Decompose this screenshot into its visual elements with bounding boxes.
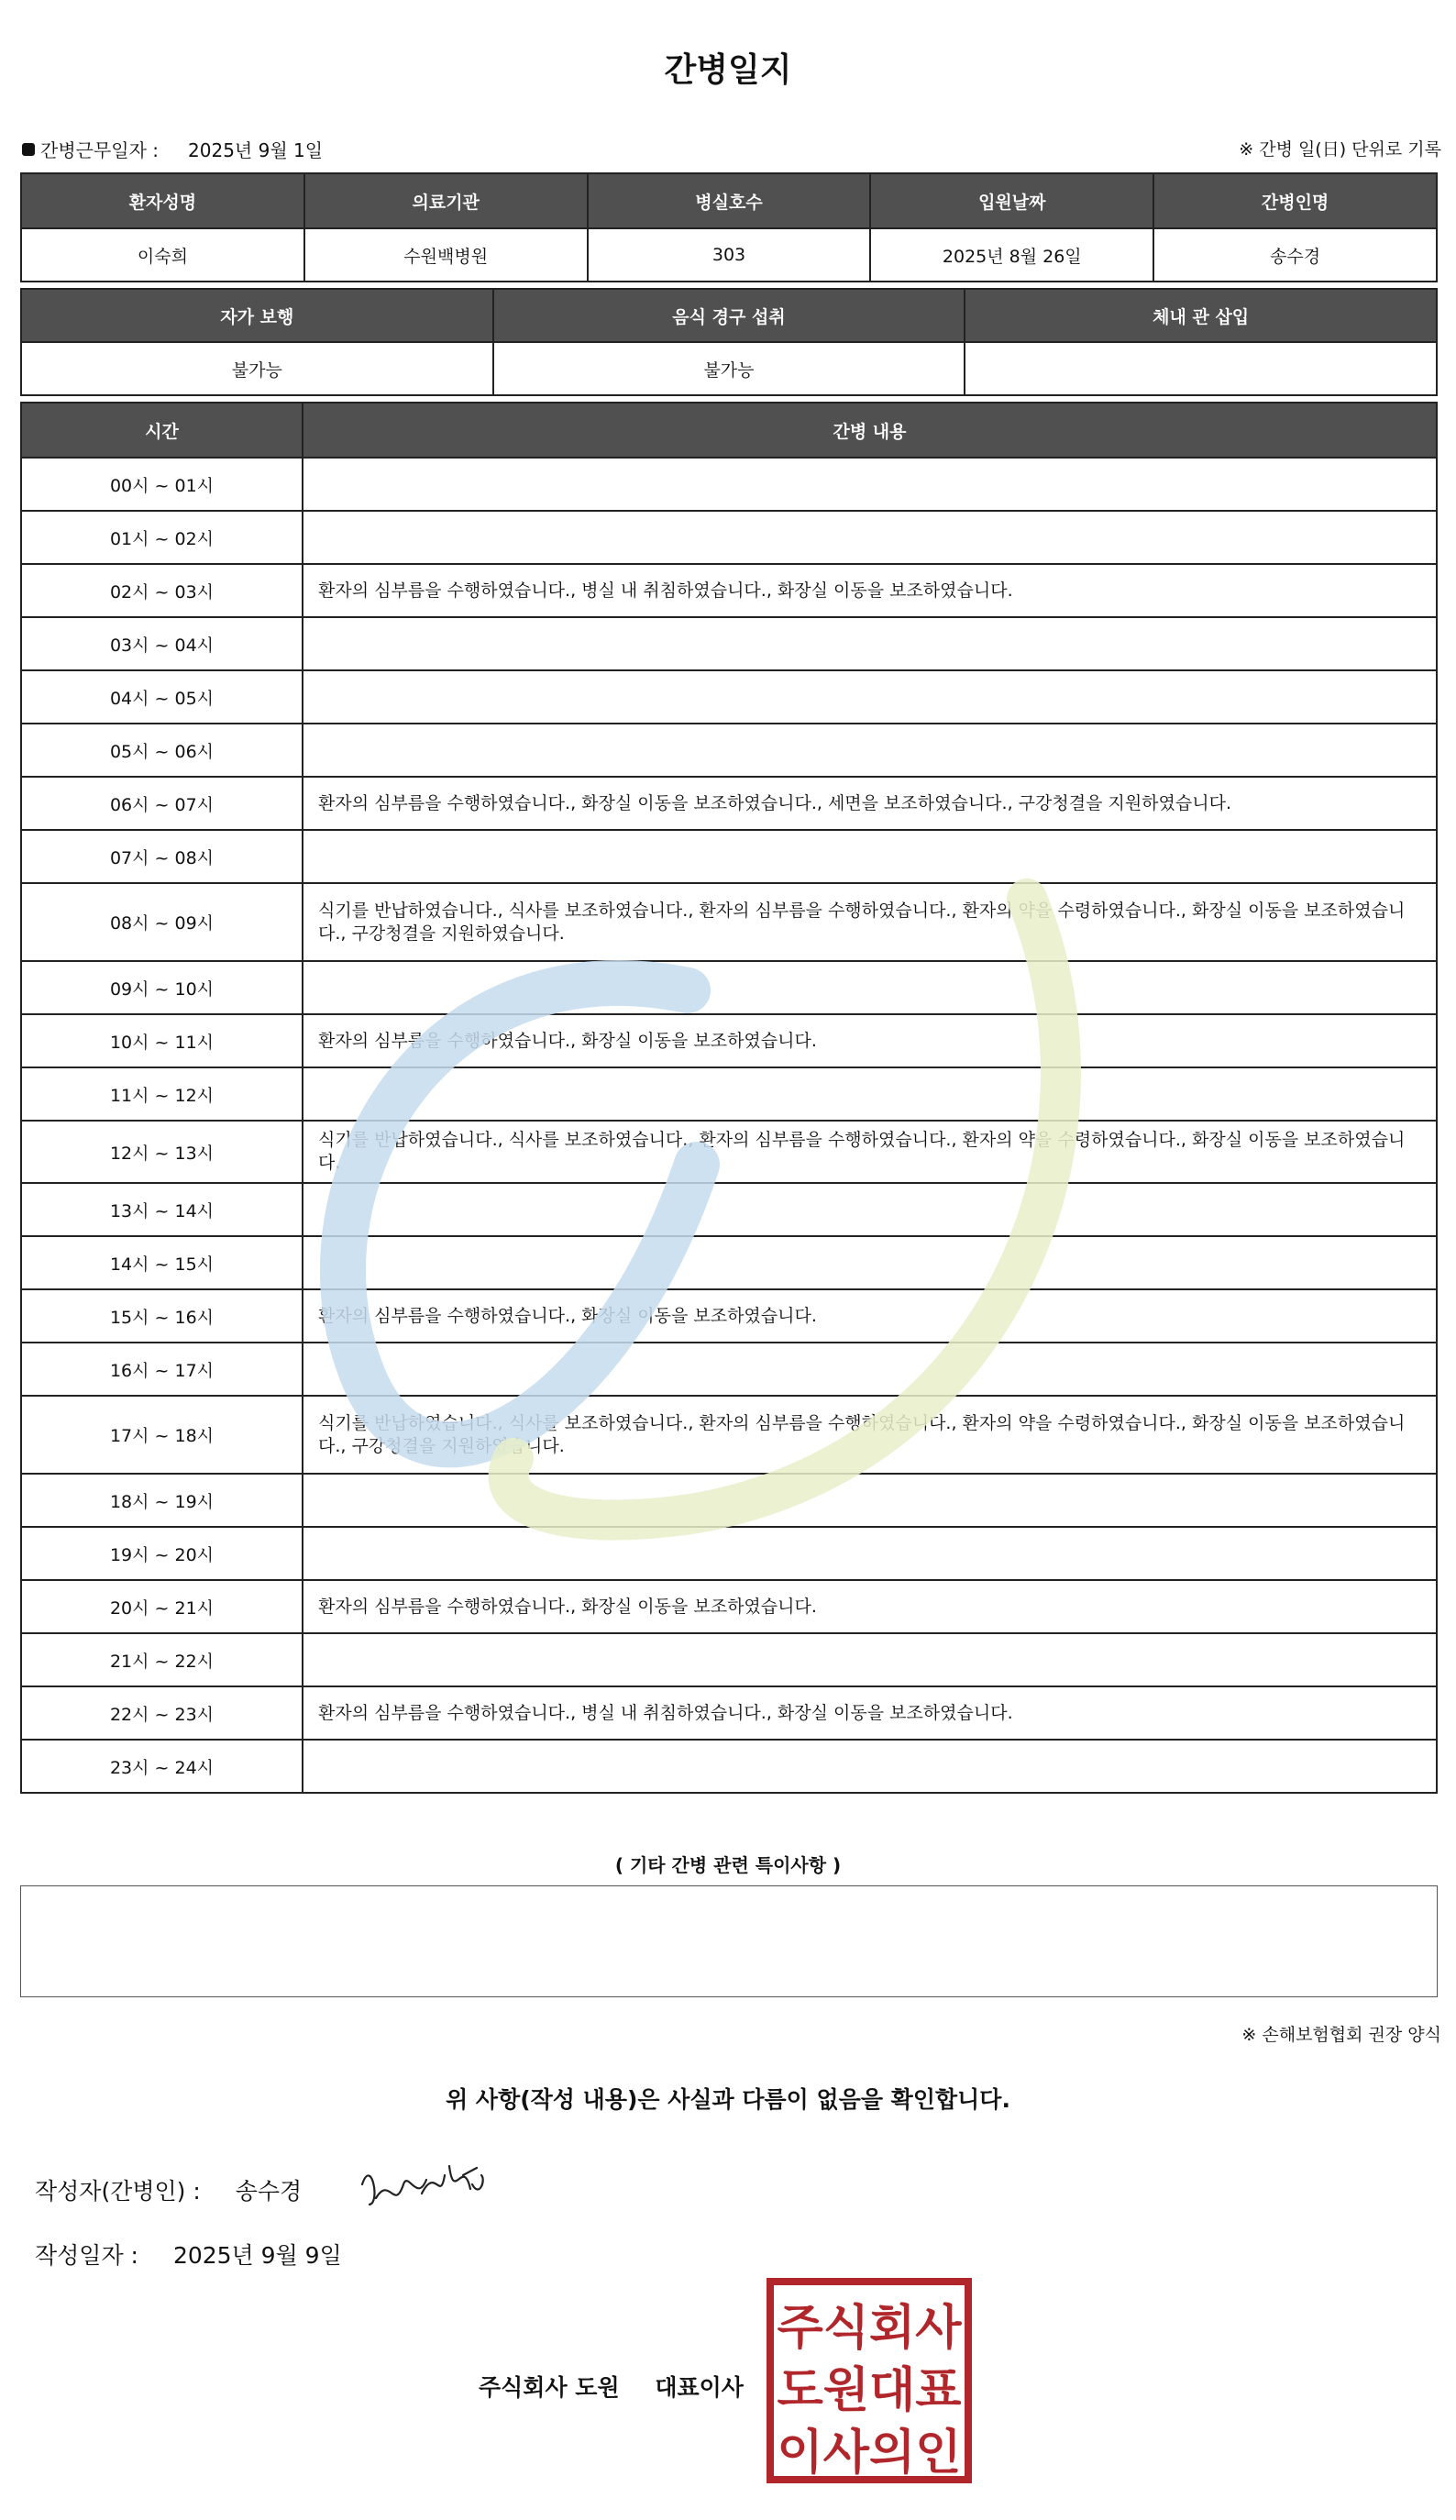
log-time: 18시 ~ 19시 — [21, 1474, 303, 1527]
table-row — [21, 564, 1437, 617]
header-admission-date: 입원날짜 — [870, 173, 1153, 228]
square-bullet-icon — [22, 143, 35, 156]
table-row — [21, 1183, 1437, 1236]
log-time: 22시 ~ 23시 — [21, 1686, 303, 1740]
log-content — [303, 1527, 1437, 1580]
special-notes-title: ( 기타 간병 관련 특이사항 ) — [614, 1854, 842, 1876]
written-date-value: 2025년 9월 9일 — [172, 2242, 342, 2269]
table-row — [21, 1580, 1437, 1633]
writer-name: 송수경 — [235, 2178, 303, 2205]
log-time: 01시 ~ 02시 — [21, 511, 303, 564]
log-content: 환자의 심부름을 수행하였습니다., 병실 내 취침하였습니다., 화장실 이동을 보조하였습니다. — [303, 564, 1437, 617]
log-content: 환자의 심부름을 수행하였습니다., 화장실 이동을 보조하였습니다. — [303, 1014, 1437, 1067]
caregiver-name: 송수경 — [1153, 228, 1437, 282]
log-time: 09시 ~ 10시 — [21, 961, 303, 1014]
table-row — [21, 1121, 1437, 1183]
log-time: 02시 ~ 03시 — [21, 564, 303, 617]
log-content: 식기를 반납하였습니다., 식사를 보조하였습니다., 환자의 심부름을 수행하였습니다., 환자의 약을 수령하였습니다., 화장실 이동을 보조하였습니다., 구강청결을 지원하였습니다. — [303, 1396, 1437, 1474]
company-name: 주식회사 도원 — [479, 2374, 620, 2401]
log-time: 14시 ~ 15시 — [21, 1236, 303, 1289]
header-time: 시간 — [21, 403, 303, 458]
log-time: 13시 ~ 14시 — [21, 1183, 303, 1236]
table-row — [21, 1686, 1437, 1740]
header-caregiver: 간병인명 — [1153, 173, 1437, 228]
log-time: 08시 ~ 09시 — [21, 883, 303, 961]
log-content — [303, 1740, 1437, 1793]
header-care-content: 간병 내용 — [303, 403, 1437, 458]
log-time: 12시 ~ 13시 — [21, 1121, 303, 1183]
table-row — [21, 830, 1437, 883]
log-content — [303, 1474, 1437, 1527]
seal-line-2: 도원대표 — [777, 2363, 962, 2418]
log-time: 07시 ~ 08시 — [21, 830, 303, 883]
log-time: 10시 ~ 11시 — [21, 1014, 303, 1067]
table-row — [21, 1396, 1437, 1474]
log-content — [303, 1633, 1437, 1686]
table-row — [21, 1014, 1437, 1067]
log-content — [303, 830, 1437, 883]
table-row — [21, 1474, 1437, 1527]
status-info-table — [20, 288, 1438, 396]
header-room: 병실호수 — [588, 173, 871, 228]
log-content: 환자의 심부름을 수행하였습니다., 화장실 이동을 보조하였습니다., 세면을 보조하였습니다., 구강청결을 지원하였습니다. — [303, 777, 1437, 830]
special-notes-box — [20, 1885, 1438, 1997]
log-content: 환자의 심부름을 수행하였습니다., 화장실 이동을 보조하였습니다. — [303, 1289, 1437, 1343]
written-date — [35, 2238, 342, 2271]
header-tube-insertion: 체내 관 삽입 — [965, 289, 1437, 342]
log-time: 00시 ~ 01시 — [21, 458, 303, 511]
table-row — [21, 1740, 1437, 1793]
table-row — [21, 670, 1437, 724]
work-date-label: 간병근무일자 : — [40, 139, 160, 161]
log-content — [303, 458, 1437, 511]
log-time: 11시 ~ 12시 — [21, 1067, 303, 1121]
header-hospital: 의료기관 — [304, 173, 588, 228]
log-content — [303, 617, 1437, 670]
log-content — [303, 1236, 1437, 1289]
log-time: 17시 ~ 18시 — [21, 1396, 303, 1474]
log-time: 20시 ~ 21시 — [21, 1580, 303, 1633]
log-content — [303, 724, 1437, 777]
work-date-value: 2025년 9월 1일 — [188, 139, 324, 161]
log-time: 23시 ~ 24시 — [21, 1740, 303, 1793]
hospital: 수원백병원 — [304, 228, 588, 282]
work-date — [22, 136, 323, 162]
table-row — [21, 617, 1437, 670]
table-row — [21, 1067, 1437, 1121]
table-row — [21, 1343, 1437, 1396]
written-date-label: 작성일자 : — [35, 2242, 138, 2269]
table-row — [21, 458, 1437, 511]
log-time: 19시 ~ 20시 — [21, 1527, 303, 1580]
table-row — [21, 1527, 1437, 1580]
log-time: 03시 ~ 04시 — [21, 617, 303, 670]
admission-date: 2025년 8월 26일 — [870, 228, 1153, 282]
log-content: 식기를 반납하였습니다., 식사를 보조하였습니다., 환자의 심부름을 수행하였습니다., 환자의 약을 수령하였습니다., 화장실 이동을 보조하였습니다. — [303, 1121, 1437, 1183]
record-note: ※ 간병 일(日) 단위로 기록 — [1239, 139, 1441, 160]
log-content — [303, 1343, 1437, 1396]
log-content: 식기를 반납하였습니다., 식사를 보조하였습니다., 환자의 심부름을 수행하였습니다., 환자의 약을 수령하였습니다., 화장실 이동을 보조하였습니다., 구강청결을 지원하였습니다. — [303, 883, 1437, 961]
log-content — [303, 670, 1437, 724]
oral-intake: 불가능 — [493, 342, 965, 395]
table-row — [21, 511, 1437, 564]
table-row — [21, 1236, 1437, 1289]
log-content: 환자의 심부름을 수행하였습니다., 화장실 이동을 보조하였습니다. — [303, 1580, 1437, 1633]
log-time: 15시 ~ 16시 — [21, 1289, 303, 1343]
table-row — [21, 961, 1437, 1014]
table-row — [21, 883, 1437, 961]
writer — [35, 2173, 302, 2206]
table-row — [21, 1289, 1437, 1343]
handwritten-signature — [353, 2148, 491, 2221]
patient-name: 이숙희 — [21, 228, 304, 282]
care-log-table — [20, 402, 1438, 1794]
log-time: 05시 ~ 06시 — [21, 724, 303, 777]
header-patient-name: 환자성명 — [21, 173, 304, 228]
writer-label: 작성자(간병인) : — [35, 2178, 201, 2205]
log-content — [303, 511, 1437, 564]
room-number: 303 — [588, 228, 871, 282]
log-time: 21시 ~ 22시 — [21, 1633, 303, 1686]
table-row — [21, 1633, 1437, 1686]
log-content — [303, 1067, 1437, 1121]
log-time: 04시 ~ 05시 — [21, 670, 303, 724]
seal-line-1: 주식회사 — [777, 2301, 962, 2356]
table-row — [21, 777, 1437, 830]
tube-insertion — [965, 342, 1437, 395]
header-oral-intake: 음식 경구 섭취 — [493, 289, 965, 342]
log-time: 16시 ~ 17시 — [21, 1343, 303, 1396]
log-content — [303, 961, 1437, 1014]
self-walking: 불가능 — [21, 342, 493, 395]
document-title: 간병일지 — [664, 51, 792, 89]
confirmation-statement: 위 사항(작성 내용)은 사실과 다름이 없음을 확인합니다. — [446, 2086, 1010, 2113]
company-seal — [767, 2278, 972, 2483]
log-content — [303, 1183, 1437, 1236]
association-note: ※ 손해보험협회 권장 양식 — [1241, 2025, 1441, 2045]
company-signature-line — [479, 2370, 744, 2403]
table-row — [21, 724, 1437, 777]
log-time: 06시 ~ 07시 — [21, 777, 303, 830]
patient-info-table — [20, 172, 1438, 282]
seal-line-3: 이사의인 — [777, 2426, 962, 2481]
company-role: 대표이사 — [655, 2374, 744, 2401]
log-content: 환자의 심부름을 수행하였습니다., 병실 내 취침하였습니다., 화장실 이동을 보조하였습니다. — [303, 1686, 1437, 1740]
header-self-walking: 자가 보행 — [21, 289, 493, 342]
